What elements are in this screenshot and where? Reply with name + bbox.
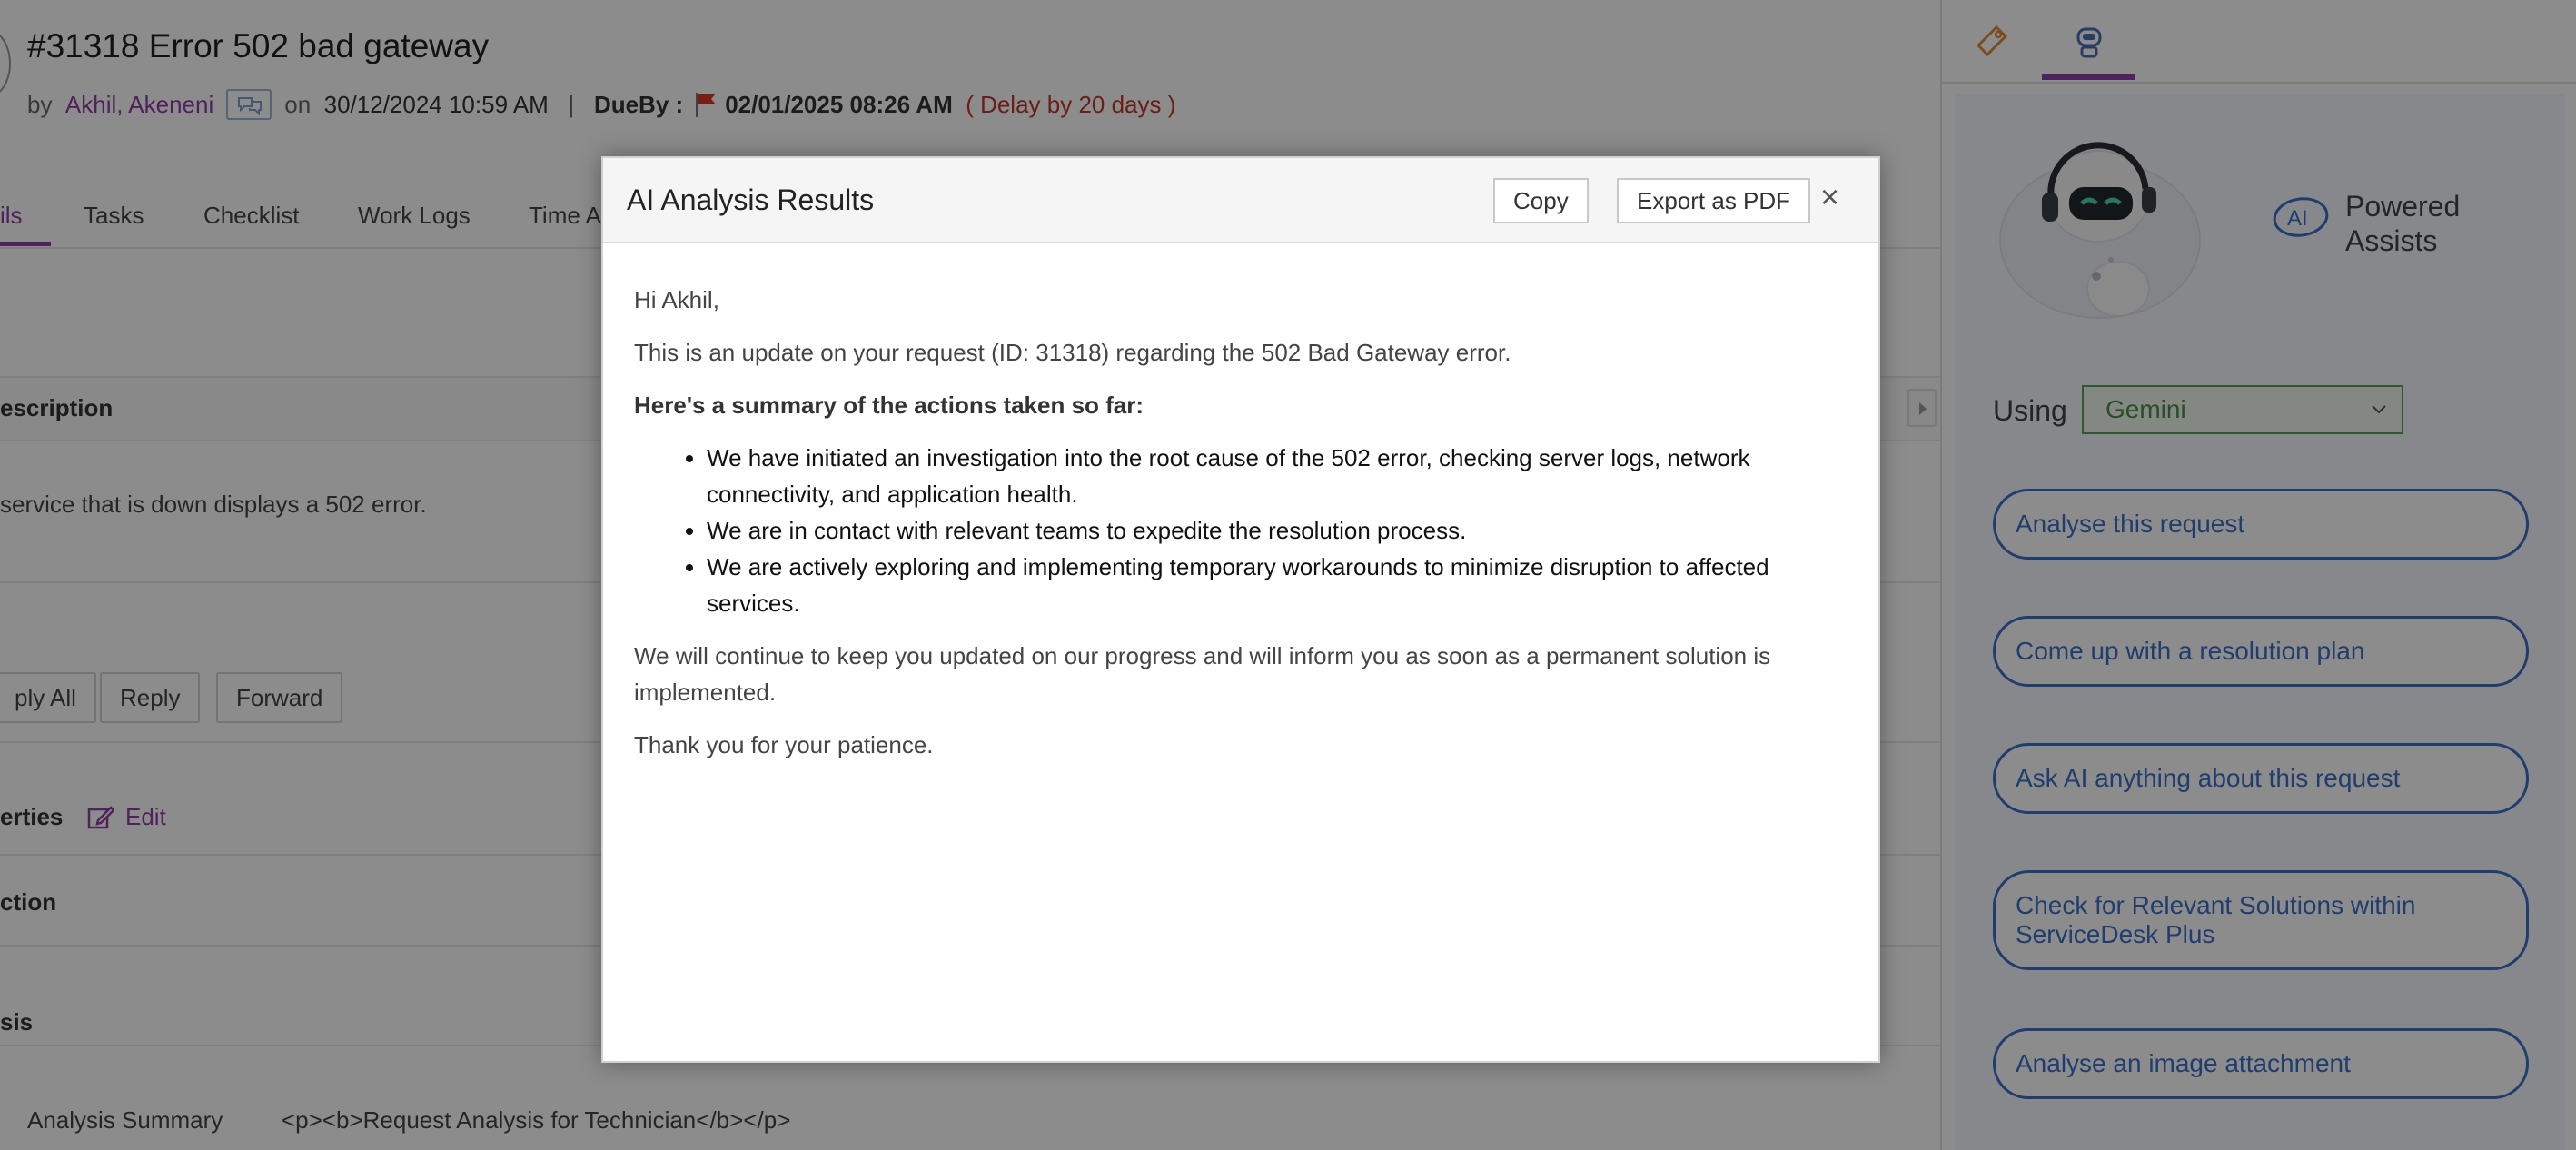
export-pdf-button[interactable]: Export as PDF xyxy=(1617,178,1810,223)
tab-time-elapsed[interactable]: Time A xyxy=(529,202,601,229)
requester-link[interactable]: Akhil, Akeneni xyxy=(64,90,214,118)
delay-badge: ( Delay by 20 days ) xyxy=(966,90,1176,118)
tab-tasks[interactable]: Tasks xyxy=(84,202,144,229)
tab-checklist[interactable]: Checklist xyxy=(203,202,300,229)
copy-button[interactable]: Copy xyxy=(1493,178,1589,223)
intro-paragraph: This is an update on your request (ID: 31318) regarding the 502 Bad Gateway error. xyxy=(634,339,1511,366)
svg-text:AI: AI xyxy=(2287,206,2308,231)
powered-line: Powered xyxy=(2345,190,2461,223)
ticket-title: #31318 Error 502 bad gateway xyxy=(27,27,490,64)
list-item: • We have initiated an investigation into the root cause of the 502 error, checking server logs, network connectivity, and application health. xyxy=(707,440,1842,512)
button-label: Check for Relevant Solutions within ServiceDesk Plus xyxy=(2016,891,2416,948)
actions-list xyxy=(634,440,1842,621)
using-label: Using xyxy=(1993,394,2067,427)
dialog-header xyxy=(603,158,1878,243)
model-select-value: Gemini xyxy=(2105,395,2186,423)
assists-line: Assists xyxy=(2345,224,2438,257)
ai-results-dialog xyxy=(601,156,1880,1063)
dueby-label: DueBy : xyxy=(593,90,684,118)
closing-paragraph: We will continue to keep you updated on our progress and will inform you as soon as a permanent solution is implemented. xyxy=(634,642,1771,706)
description-text: service that is down displays a 502 error. xyxy=(0,491,427,518)
edit-label: Edit xyxy=(125,803,166,830)
analysis-summary-label: Analysis Summary xyxy=(27,1106,223,1134)
button-label: Ask AI anything about this request xyxy=(2016,764,2401,792)
meta-separator: | xyxy=(568,90,575,118)
due-date: 02/01/2025 08:26 AM xyxy=(725,90,953,118)
close-icon[interactable]: × xyxy=(1820,178,1840,215)
greeting: Hi Akhil, xyxy=(634,286,719,313)
reply-button[interactable]: Reply xyxy=(100,672,200,723)
tab-work-logs[interactable]: Work Logs xyxy=(358,202,471,229)
section-title: ction xyxy=(0,888,57,916)
forward-button[interactable]: Forward xyxy=(216,672,342,723)
button-label: Come up with a resolution plan xyxy=(2016,637,2365,665)
dialog-title: AI Analysis Results xyxy=(627,183,875,216)
summary-heading: Here's a summary of the actions taken so far: xyxy=(634,392,1144,419)
section-title: sis xyxy=(0,1008,34,1036)
button-label: Analyse this request xyxy=(2016,510,2245,538)
thanks-paragraph: Thank you for your patience. xyxy=(634,731,934,758)
dialog-content xyxy=(634,282,1842,779)
properties-title: erties xyxy=(0,803,64,830)
list-item: • We are actively exploring and implementing temporary workarounds to minimize disruption to affected services. xyxy=(707,549,1842,621)
reply-all-button[interactable]: ply All xyxy=(0,672,96,723)
on-label: on xyxy=(284,90,312,118)
analysis-summary-value: <p><b>Request Analysis for Technician</b></p> xyxy=(282,1106,791,1134)
list-item: • We are in contact with relevant teams to expedite the resolution process. xyxy=(707,512,1842,549)
created-date: 30/12/2024 10:59 AM xyxy=(323,90,549,118)
description-title: escription xyxy=(0,394,114,421)
by-label: by xyxy=(27,90,53,118)
tab-details[interactable]: ils xyxy=(0,202,23,229)
button-label: Analyse an image attachment xyxy=(2016,1049,2351,1077)
